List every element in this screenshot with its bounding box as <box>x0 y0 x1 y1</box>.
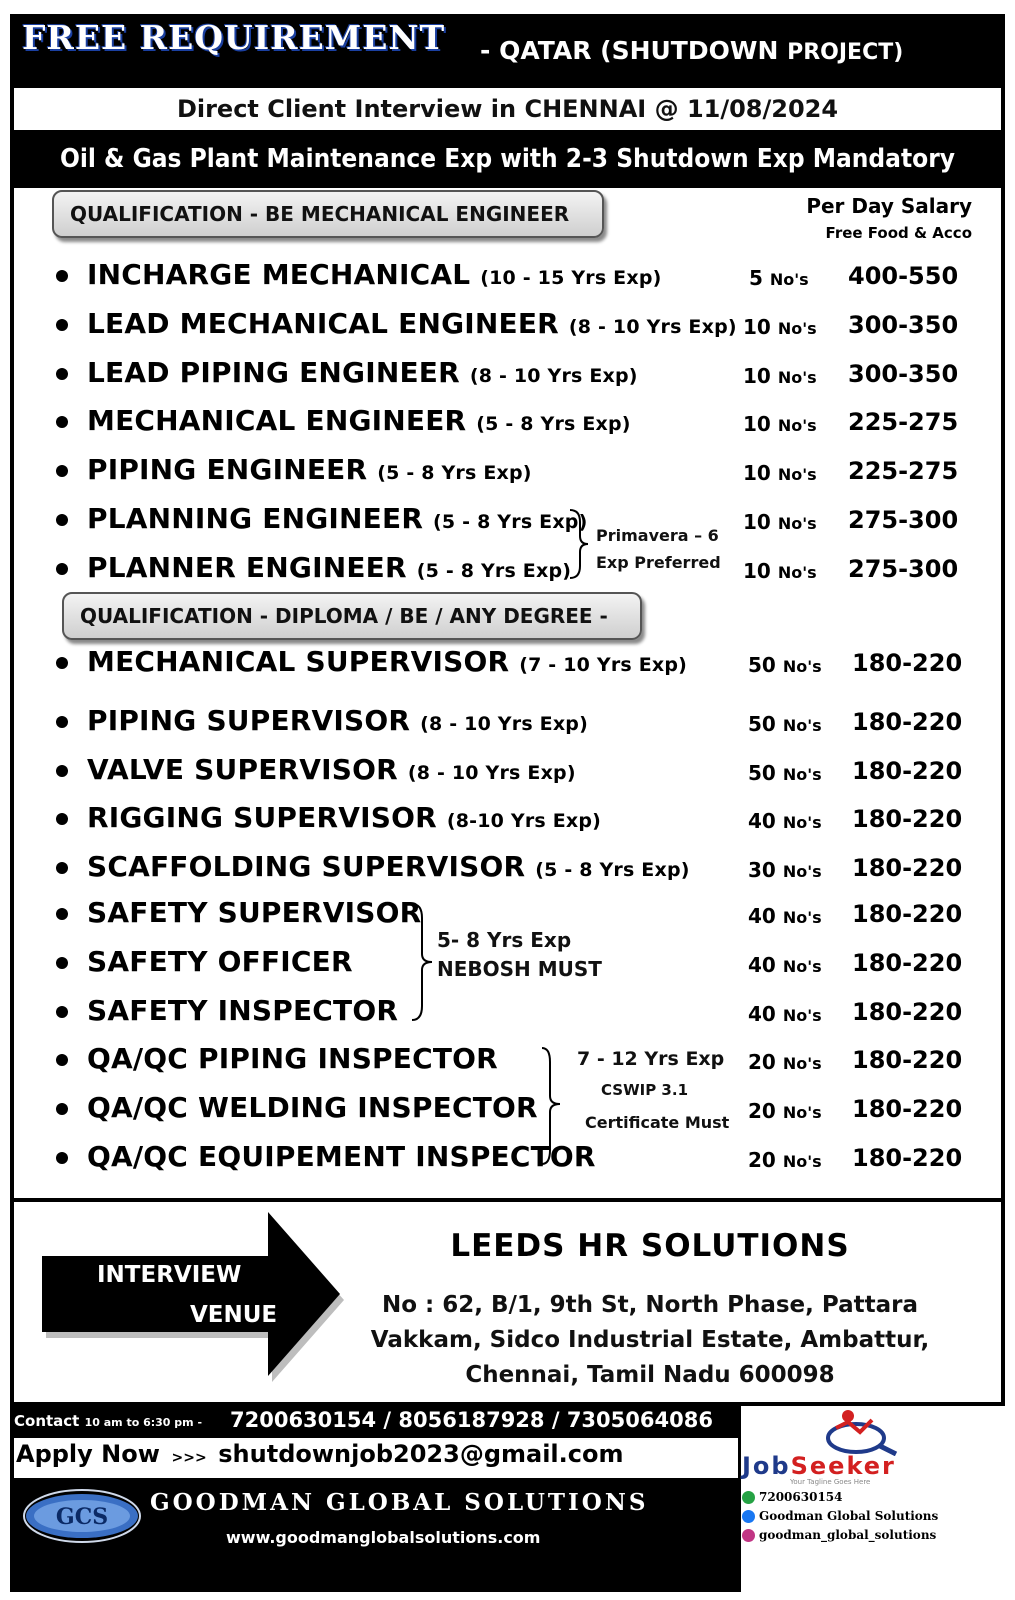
whatsapp-icon <box>742 1491 755 1504</box>
safety-note-2: NEBOSH MUST <box>437 957 602 981</box>
bullet-icon <box>56 514 68 526</box>
position-row <box>0 1091 1015 1131</box>
position-count <box>749 266 809 290</box>
position-count-unit: No's <box>782 716 822 735</box>
location-suffix: PROJECT) <box>787 40 904 65</box>
contact-bar <box>10 1406 738 1438</box>
bullet-icon <box>56 563 68 575</box>
position-experience: (5 - 8 Yrs Exp) <box>476 413 631 435</box>
position-count-unit: No's <box>782 1103 822 1122</box>
position-name: VALVE SUPERVISOR <box>87 753 398 786</box>
facebook-handle: Goodman Global Solutions <box>759 1509 939 1523</box>
position-count-number: 10 <box>743 364 771 388</box>
position-count-number: 40 <box>748 1002 776 1026</box>
bullet-icon <box>56 908 68 920</box>
position-count-unit: No's <box>777 563 817 582</box>
position-count <box>748 653 822 677</box>
apply-label: Apply Now <box>16 1440 160 1468</box>
position-count-number: 40 <box>748 953 776 977</box>
whatsapp-number: 7200630154 <box>759 1490 843 1504</box>
position-count-number: 20 <box>748 1050 776 1074</box>
position-salary: 180-220 <box>852 854 963 882</box>
position-count-number: 10 <box>743 559 771 583</box>
salary-subtitle: Free Food & Acco <box>825 224 972 242</box>
position-experience: (8-10 Yrs Exp) <box>446 810 602 832</box>
apply-arrows: >>> <box>171 1450 207 1466</box>
qaqc-note-3: Certificate Must <box>585 1113 730 1132</box>
position-count <box>748 1148 822 1172</box>
position-count-number: 40 <box>748 904 776 928</box>
apply-line <box>16 1440 624 1468</box>
position-experience: (8 - 10 Yrs Exp) <box>407 762 576 784</box>
jobseeker-logo-icon <box>800 1408 920 1456</box>
bullet-icon <box>56 319 68 331</box>
instagram-icon <box>742 1529 755 1542</box>
position-salary: 300-350 <box>848 360 959 388</box>
position-count <box>748 1002 822 1026</box>
qualification-diploma-pill: QUALIFICATION - DIPLOMA / BE / ANY DEGREE - <box>62 592 642 640</box>
contact-word: Contact <box>14 1412 80 1430</box>
position-title <box>87 307 737 344</box>
position-count-number: 50 <box>748 653 776 677</box>
position-title <box>87 404 631 441</box>
position-row <box>0 753 1015 793</box>
planning-brace <box>566 508 592 580</box>
position-count-number: 10 <box>743 510 771 534</box>
bullet-icon <box>56 1006 68 1018</box>
bullet-icon <box>56 270 68 282</box>
contact-phones[interactable]: 7200630154 / 8056187928 / 7305064086 <box>230 1408 713 1432</box>
company-name: LEEDS HR SOLUTIONS <box>450 1228 850 1264</box>
position-title <box>87 502 587 539</box>
position-title <box>87 453 532 490</box>
bullet-icon <box>56 1152 68 1164</box>
position-count-unit: No's <box>777 368 817 387</box>
planning-note-2: Exp Preferred <box>596 553 721 572</box>
position-name: PIPING SUPERVISOR <box>87 704 411 737</box>
position-count-unit: No's <box>782 908 822 927</box>
bullet-icon <box>56 368 68 380</box>
position-salary: 180-220 <box>852 757 963 785</box>
position-count-number: 10 <box>743 412 771 436</box>
position-name: MECHANICAL SUPERVISOR <box>87 645 510 678</box>
position-count-unit: No's <box>782 765 822 784</box>
jobseeker-brand-b: Seeker <box>790 1452 896 1480</box>
bullet-icon <box>56 716 68 728</box>
position-name: INCHARGE MECHANICAL <box>87 258 471 291</box>
experience-banner-text: Oil & Gas Plant Maintenance Exp with 2-3 Shutdown Exp Mandatory <box>59 144 956 174</box>
position-count <box>748 761 822 785</box>
position-count-unit: No's <box>777 319 817 338</box>
position-count-number: 5 <box>749 266 763 290</box>
position-salary: 225-275 <box>848 408 959 436</box>
position-title <box>87 704 588 741</box>
position-salary: 180-220 <box>852 649 963 677</box>
position-title <box>87 1042 498 1079</box>
position-name: QA/QC PIPING INSPECTOR <box>87 1042 498 1075</box>
safety-note-1: 5- 8 Yrs Exp <box>437 928 572 952</box>
position-salary: 180-220 <box>852 708 963 736</box>
position-count-unit: No's <box>782 1054 822 1073</box>
position-count-number: 20 <box>748 1099 776 1123</box>
qaqc-note-1: 7 - 12 Yrs Exp <box>577 1048 725 1070</box>
bullet-icon <box>56 813 68 825</box>
jobseeker-brand <box>742 1452 896 1480</box>
qaqc-note-2: CSWIP 3.1 <box>601 1081 689 1099</box>
position-name: SAFETY INSPECTOR <box>87 994 399 1027</box>
bullet-icon <box>56 1103 68 1115</box>
bullet-icon <box>56 957 68 969</box>
position-row <box>0 850 1015 890</box>
position-salary: 180-220 <box>852 805 963 833</box>
position-title <box>87 994 398 1031</box>
position-title <box>87 850 690 887</box>
free-requirement-title: FREE REQUIREMENT <box>22 18 446 57</box>
position-count <box>743 510 817 534</box>
address-line-1: No : 62, B/1, 9th St, North Phase, Pattara <box>381 1292 919 1318</box>
facebook-line[interactable] <box>742 1509 938 1523</box>
address-line-2: Vakkam, Sidco Industrial Estate, Ambattur, <box>370 1327 930 1353</box>
position-row <box>0 356 1015 396</box>
position-title <box>87 1140 596 1177</box>
position-title <box>87 753 576 790</box>
position-name: PLANNING ENGINEER <box>87 502 424 535</box>
experience-banner <box>10 130 1005 188</box>
position-experience: (8 - 10 Yrs Exp) <box>469 365 638 387</box>
position-count-unit: No's <box>769 270 809 289</box>
position-name: SAFETY SUPERVISOR <box>87 896 422 929</box>
position-count <box>743 461 817 485</box>
instagram-line[interactable] <box>742 1528 936 1542</box>
position-salary: 300-350 <box>848 311 959 339</box>
position-experience: (5 - 8 Yrs Exp) <box>535 859 690 881</box>
position-count <box>748 904 822 928</box>
interview-venue-arrow <box>40 1212 350 1388</box>
position-count-number: 40 <box>748 809 776 833</box>
position-count-unit: No's <box>777 514 817 533</box>
position-title <box>87 258 662 295</box>
position-experience: (5 - 8 Yrs Exp) <box>377 462 532 484</box>
position-row <box>0 404 1015 444</box>
position-row <box>0 551 1015 591</box>
position-row <box>0 1042 1015 1082</box>
position-count <box>743 559 817 583</box>
facebook-icon <box>742 1510 755 1523</box>
location-title <box>480 36 903 65</box>
position-title <box>87 801 601 838</box>
position-row <box>0 307 1015 347</box>
instagram-handle: goodman_global_solutions <box>759 1528 937 1542</box>
goodman-logo-text: GCS <box>55 1504 109 1530</box>
position-salary: 180-220 <box>852 1046 963 1074</box>
position-salary: 225-275 <box>848 457 959 485</box>
goodman-globe-logo <box>22 1480 142 1552</box>
jobseeker-brand-a: Job <box>742 1452 791 1480</box>
position-count <box>743 412 817 436</box>
position-row <box>0 994 1015 1034</box>
position-row <box>0 453 1015 493</box>
position-count-number: 30 <box>748 858 776 882</box>
salary-header <box>790 194 972 242</box>
position-count-unit: No's <box>782 813 822 832</box>
bullet-icon <box>56 765 68 777</box>
position-row <box>0 645 1015 685</box>
safety-brace <box>408 902 436 1024</box>
position-name: QA/QC WELDING INSPECTOR <box>87 1091 538 1124</box>
position-count-unit: No's <box>782 862 822 881</box>
position-experience: (8 - 10 Yrs Exp) <box>568 316 737 338</box>
position-count-unit: No's <box>777 416 817 435</box>
position-row <box>0 258 1015 298</box>
position-title <box>87 896 421 933</box>
bullet-icon <box>56 862 68 874</box>
position-experience: (8 - 10 Yrs Exp) <box>420 713 588 735</box>
position-count-unit: No's <box>782 1006 822 1025</box>
apply-email-link[interactable]: shutdownjob2023@gmail.com <box>218 1440 624 1468</box>
qaqc-brace <box>538 1046 564 1166</box>
position-row <box>0 502 1015 542</box>
position-count <box>748 712 822 736</box>
position-name: RIGGING SUPERVISOR <box>87 801 437 834</box>
address-line-3: Chennai, Tamil Nadu 600098 <box>465 1362 835 1388</box>
position-count-unit: No's <box>782 1152 822 1171</box>
position-name: SAFETY OFFICER <box>87 945 353 978</box>
position-name: LEAD PIPING ENGINEER <box>87 356 460 389</box>
goodman-company-name: GOODMAN GLOBAL SOLUTIONS <box>150 1489 649 1516</box>
position-salary: 180-220 <box>852 1095 963 1123</box>
section-divider <box>10 1198 1005 1202</box>
position-count <box>748 858 822 882</box>
position-salary: 275-300 <box>848 555 959 583</box>
venue-address <box>360 1288 940 1393</box>
planning-note-1: Primavera – 6 <box>596 526 719 545</box>
bullet-icon <box>56 465 68 477</box>
position-row <box>0 801 1015 841</box>
position-count-number: 20 <box>748 1148 776 1172</box>
position-title <box>87 551 571 588</box>
position-count-number: 50 <box>748 712 776 736</box>
bullet-icon <box>56 416 68 428</box>
position-count-number: 50 <box>748 761 776 785</box>
position-experience: (7 - 10 Yrs Exp) <box>519 654 688 676</box>
position-row <box>0 1140 1015 1180</box>
whatsapp-line[interactable] <box>742 1490 843 1504</box>
position-count <box>748 1099 822 1123</box>
bullet-icon <box>56 657 68 669</box>
position-count-number: 10 <box>743 461 771 485</box>
position-name: QA/QC EQUIPEMENT INSPECTOR <box>87 1140 596 1173</box>
position-title <box>87 945 353 982</box>
position-name: PIPING ENGINEER <box>87 453 368 486</box>
position-name: LEAD MECHANICAL ENGINEER <box>87 307 559 340</box>
position-title <box>87 645 687 682</box>
position-count <box>743 315 817 339</box>
interview-label: INTERVIEW <box>97 1262 242 1288</box>
position-count <box>748 809 822 833</box>
position-count-unit: No's <box>782 657 822 676</box>
position-count <box>748 953 822 977</box>
position-salary: 180-220 <box>852 998 963 1026</box>
position-salary: 180-220 <box>852 1144 963 1172</box>
position-row <box>0 704 1015 744</box>
position-title <box>87 1091 538 1128</box>
position-salary: 180-220 <box>852 949 963 977</box>
location-prefix: - QATAR (SHUTDOWN <box>480 36 779 65</box>
contact-label <box>14 1412 202 1430</box>
jobseeker-tagline: Your Tagline Goes Here <box>790 1478 871 1486</box>
contact-hours: 10 am to 6:30 pm - <box>84 1416 203 1429</box>
position-count-number: 10 <box>743 315 771 339</box>
position-experience: (5 - 8 Yrs Exp) <box>416 560 572 582</box>
position-count-unit: No's <box>782 957 822 976</box>
goodman-website-link[interactable]: www.goodmanglobalsolutions.com <box>226 1528 541 1547</box>
position-name: PLANNER ENGINEER <box>87 551 407 584</box>
position-count <box>748 1050 822 1074</box>
position-experience: (10 - 15 Yrs Exp) <box>480 267 662 289</box>
position-count-unit: No's <box>777 465 817 484</box>
qualification-be-pill: QUALIFICATION - BE MECHANICAL ENGINEER <box>52 190 604 238</box>
venue-label: VENUE <box>190 1302 278 1328</box>
position-title <box>87 356 638 393</box>
position-salary: 275-300 <box>848 506 959 534</box>
interview-date-line: Direct Client Interview in CHENNAI @ 11/08/2024 <box>176 95 839 123</box>
position-name: SCAFFOLDING SUPERVISOR <box>87 850 526 883</box>
bullet-icon <box>56 1054 68 1066</box>
position-count <box>743 364 817 388</box>
position-name: MECHANICAL ENGINEER <box>87 404 467 437</box>
position-salary: 400-550 <box>848 262 959 290</box>
salary-title: Per Day Salary <box>806 194 972 218</box>
position-salary: 180-220 <box>852 900 963 928</box>
position-experience: (5 - 8 Yrs Exp) <box>433 511 588 533</box>
